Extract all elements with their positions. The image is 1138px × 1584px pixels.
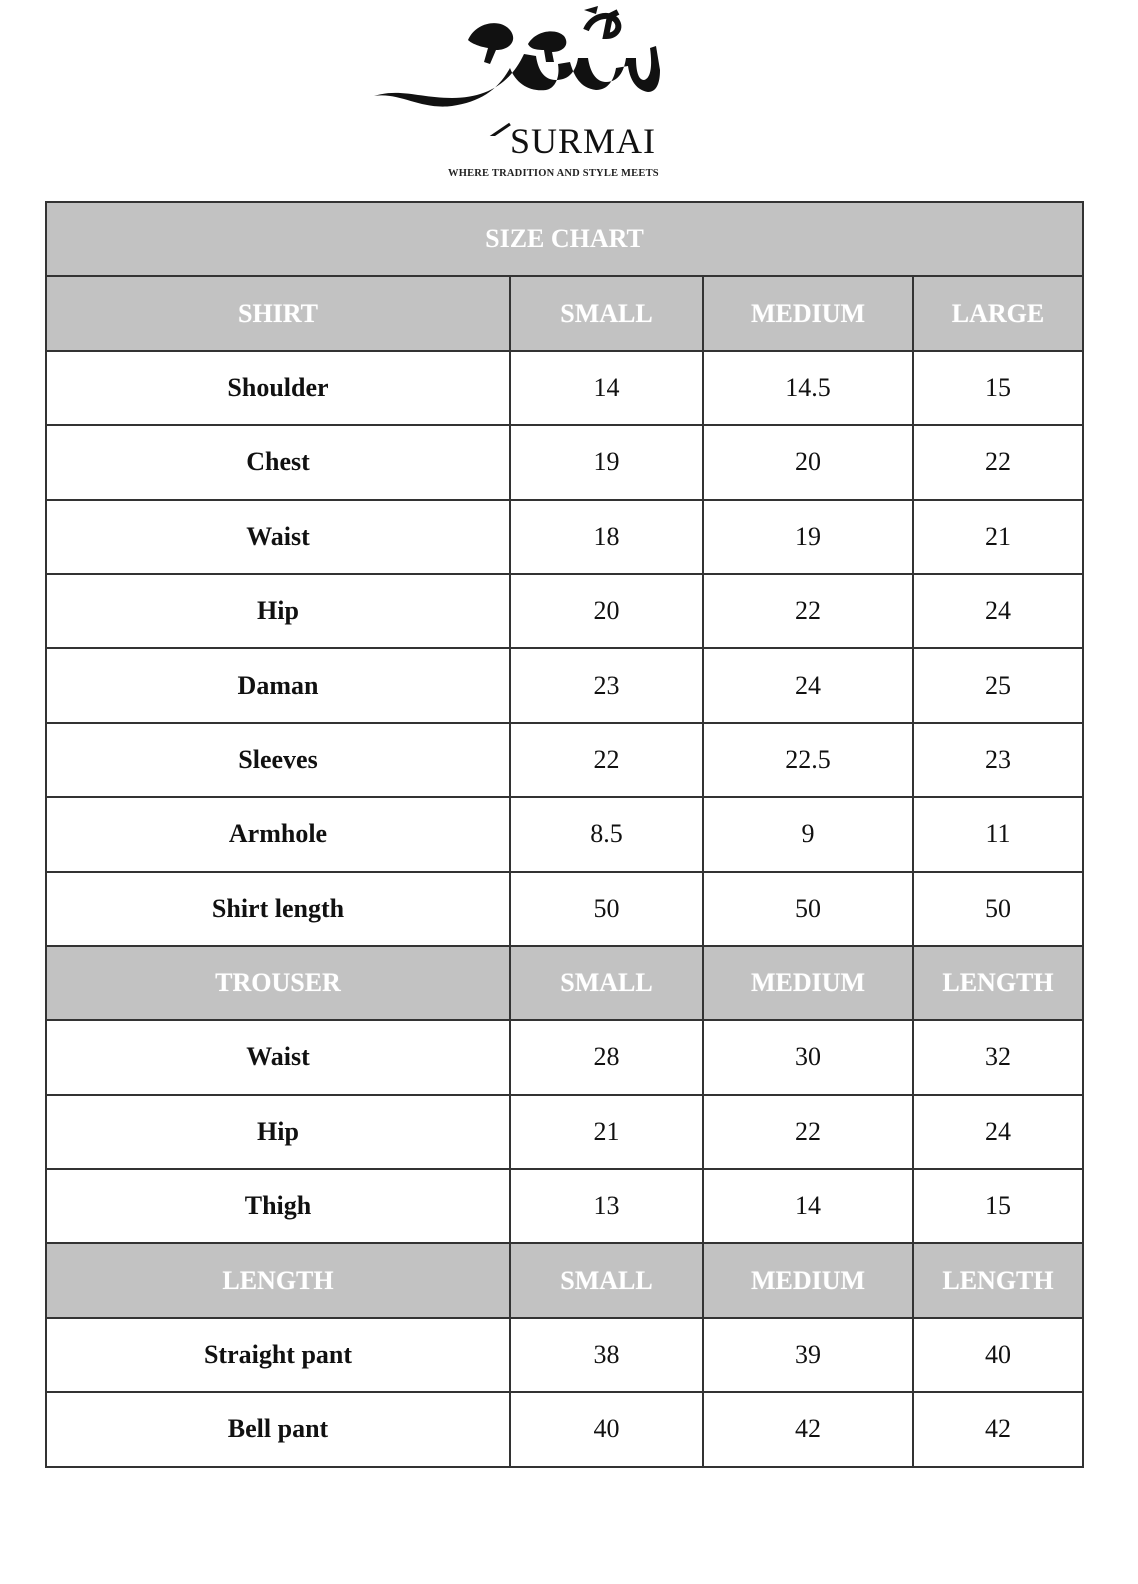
size-column-header: LENGTH [913, 946, 1083, 1020]
measurement-value: 28 [510, 1020, 703, 1094]
measurement-value: 21 [913, 500, 1083, 574]
table-row [46, 1020, 1083, 1094]
section-header-label: SHIRT [46, 276, 510, 350]
section-header-row [46, 946, 1083, 1020]
measurement-value: 40 [510, 1392, 703, 1466]
measurement-value: 19 [510, 425, 703, 499]
measurement-value: 39 [703, 1318, 913, 1392]
section-header-label: TROUSER [46, 946, 510, 1020]
measurement-value: 9 [703, 797, 913, 871]
brand-logo [360, 6, 680, 186]
size-column-header: MEDIUM [703, 946, 913, 1020]
section-header-label: LENGTH [46, 1243, 510, 1317]
measurement-value: 22 [703, 574, 913, 648]
measurement-label: Daman [46, 648, 510, 722]
measurement-value: 22 [913, 425, 1083, 499]
measurement-label: Waist [46, 1020, 510, 1094]
table-row [46, 648, 1083, 722]
measurement-value: 38 [510, 1318, 703, 1392]
table-row [46, 351, 1083, 425]
measurement-label: Shirt length [46, 872, 510, 946]
measurement-label: Armhole [46, 797, 510, 871]
measurement-value: 14.5 [703, 351, 913, 425]
measurement-value: 21 [510, 1095, 703, 1169]
table-row [46, 1392, 1083, 1466]
measurement-label: Shoulder [46, 351, 510, 425]
measurement-value: 22.5 [703, 723, 913, 797]
table-row [46, 1318, 1083, 1392]
size-column-header: LENGTH [913, 1243, 1083, 1317]
table-row [46, 574, 1083, 648]
size-column-header: MEDIUM [703, 1243, 913, 1317]
table-row [46, 723, 1083, 797]
table-row [46, 1169, 1083, 1243]
measurement-value: 13 [510, 1169, 703, 1243]
size-chart-title: SIZE CHART [46, 202, 1083, 276]
table-row [46, 797, 1083, 871]
calligraphy-logo-icon [360, 6, 680, 136]
measurement-value: 50 [510, 872, 703, 946]
measurement-value: 40 [913, 1318, 1083, 1392]
measurement-value: 23 [510, 648, 703, 722]
size-column-header: SMALL [510, 276, 703, 350]
measurement-value: 50 [913, 872, 1083, 946]
measurement-value: 25 [913, 648, 1083, 722]
measurement-label: Thigh [46, 1169, 510, 1243]
size-chart-table [45, 201, 1084, 1468]
section-header-row [46, 276, 1083, 350]
brand-tagline: WHERE TRADITION AND STYLE MEETS [448, 168, 659, 179]
measurement-value: 22 [510, 723, 703, 797]
measurement-value: 20 [703, 425, 913, 499]
measurement-label: Hip [46, 1095, 510, 1169]
measurement-value: 18 [510, 500, 703, 574]
measurement-label: Waist [46, 500, 510, 574]
measurement-value: 22 [703, 1095, 913, 1169]
measurement-value: 14 [703, 1169, 913, 1243]
section-header-row [46, 1243, 1083, 1317]
measurement-value: 15 [913, 351, 1083, 425]
measurement-value: 30 [703, 1020, 913, 1094]
measurement-label: Sleeves [46, 723, 510, 797]
table-row [46, 1095, 1083, 1169]
measurement-value: 14 [510, 351, 703, 425]
size-column-header: SMALL [510, 946, 703, 1020]
measurement-value: 11 [913, 797, 1083, 871]
table-row [46, 425, 1083, 499]
measurement-value: 42 [913, 1392, 1083, 1466]
measurement-value: 42 [703, 1392, 913, 1466]
measurement-value: 8.5 [510, 797, 703, 871]
measurement-value: 24 [913, 574, 1083, 648]
measurement-label: Bell pant [46, 1392, 510, 1466]
size-chart-title-row [46, 202, 1083, 276]
size-column-header: LARGE [913, 276, 1083, 350]
measurement-value: 24 [703, 648, 913, 722]
measurement-label: Chest [46, 425, 510, 499]
brand-name: SURMAI [510, 121, 657, 161]
table-row [46, 500, 1083, 574]
measurement-value: 50 [703, 872, 913, 946]
measurement-label: Straight pant [46, 1318, 510, 1392]
measurement-value: 19 [703, 500, 913, 574]
measurement-label: Hip [46, 574, 510, 648]
measurement-value: 24 [913, 1095, 1083, 1169]
measurement-value: 23 [913, 723, 1083, 797]
size-column-header: MEDIUM [703, 276, 913, 350]
table-row [46, 872, 1083, 946]
size-column-header: SMALL [510, 1243, 703, 1317]
measurement-value: 20 [510, 574, 703, 648]
measurement-value: 32 [913, 1020, 1083, 1094]
measurement-value: 15 [913, 1169, 1083, 1243]
